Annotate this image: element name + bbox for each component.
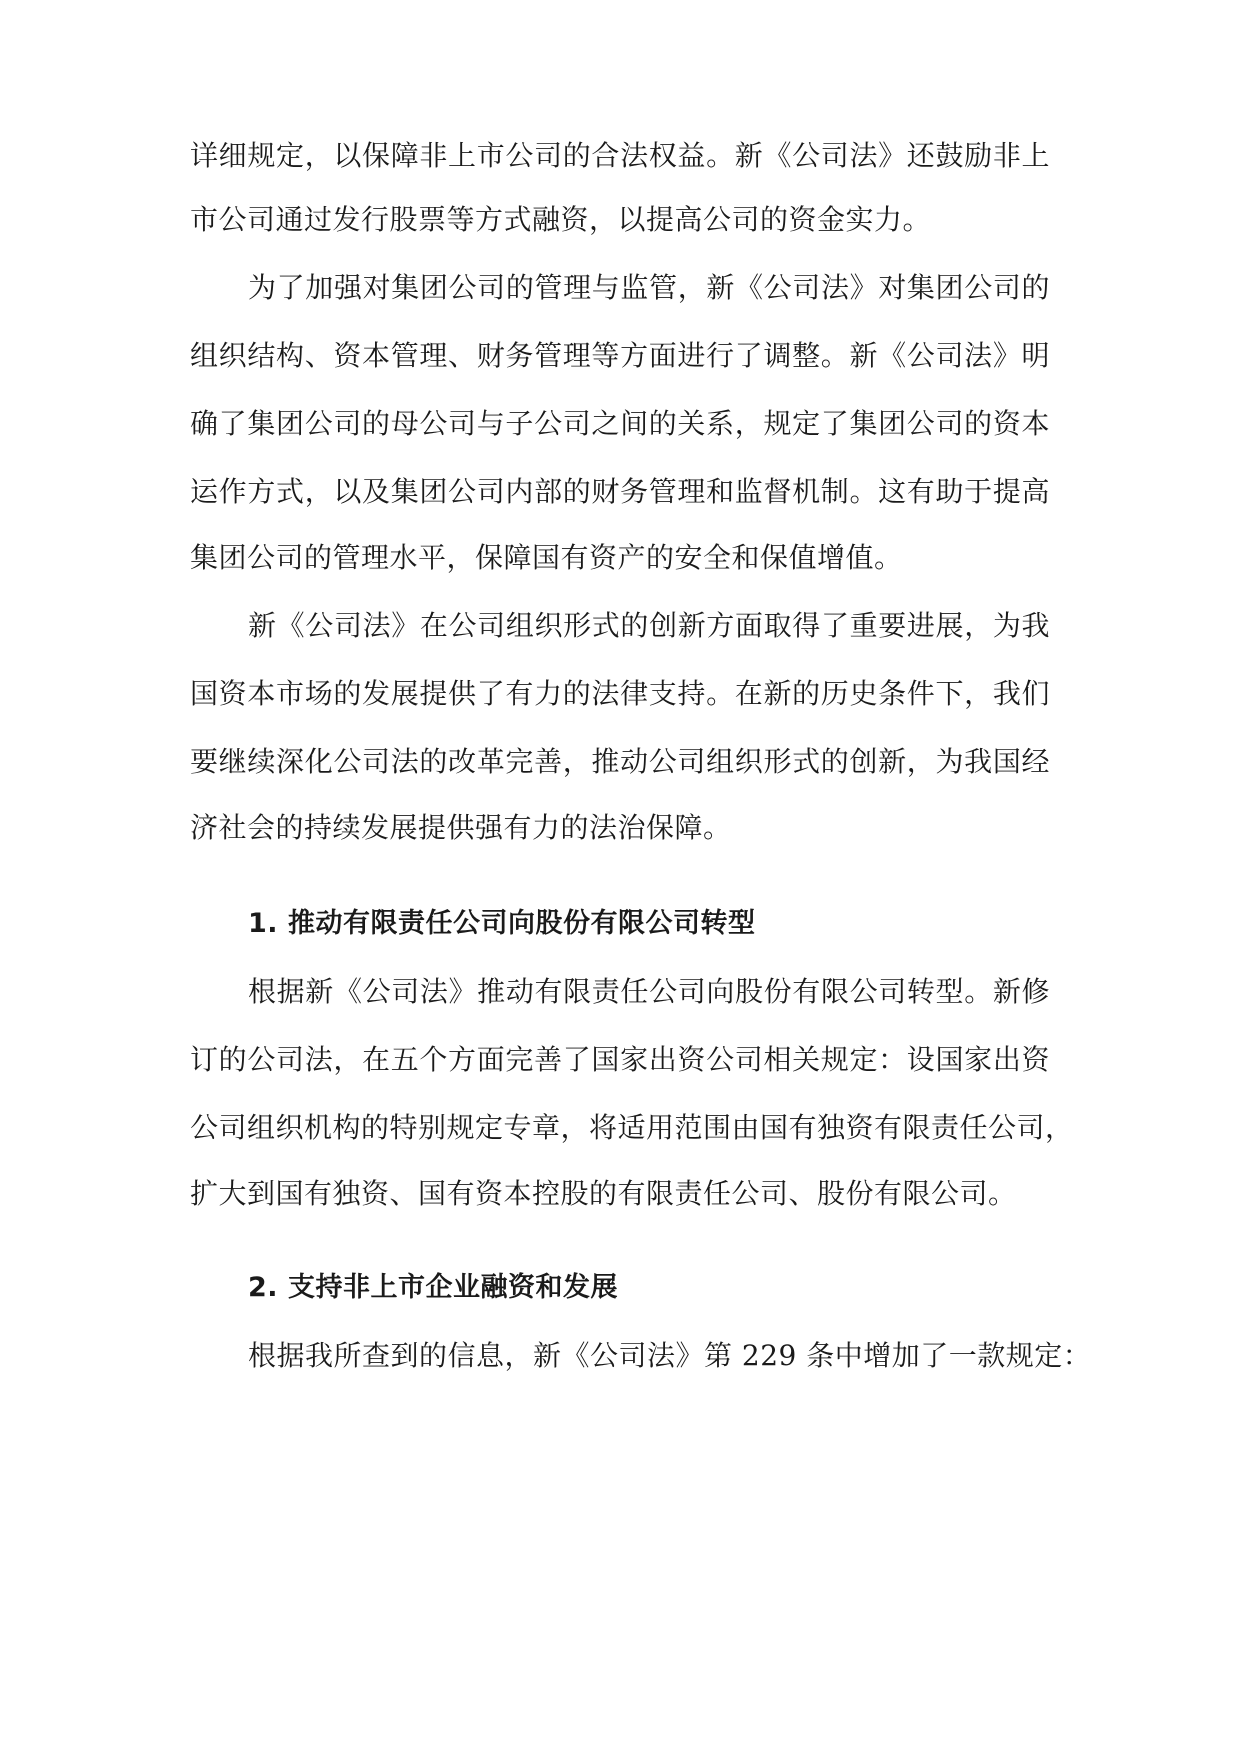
paragraph-line: 组织结构、资本管理、财务管理等方面进行了调整。新《公司法》明 [190, 339, 1050, 372]
paragraph-line: 济社会的持续发展提供强有力的法治保障。 [190, 811, 732, 844]
paragraph-line: 为了加强对集团公司的管理与监管，新《公司法》对集团公司的 [248, 271, 1050, 304]
paragraph-line: 公司组织机构的特别规定专章，将适用范围由国有独资有限责任公司， [190, 1111, 1074, 1144]
paragraph-line: 市公司通过发行股票等方式融资，以提高公司的资金实力。 [190, 203, 932, 236]
paragraph-line: 详细规定，以保障非上市公司的合法权益。新《公司法》还鼓励非上 [190, 139, 1050, 172]
paragraph-line: 订的公司法，在五个方面完善了国家出资公司相关规定：设国家出资 [190, 1043, 1050, 1076]
paragraph-line: 运作方式，以及集团公司内部的财务管理和监督机制。这有助于提高 [190, 475, 1050, 508]
paragraph-line: 国资本市场的发展提供了有力的法律支持。在新的历史条件下，我们 [190, 677, 1050, 710]
section-heading: 2. 支持非上市企业融资和发展 [248, 1272, 618, 1303]
paragraph-line: 扩大到国有独资、国有资本控股的有限责任公司、股份有限公司。 [190, 1177, 1017, 1210]
paragraph-line: 确了集团公司的母公司与子公司之间的关系，规定了集团公司的资本 [190, 407, 1050, 440]
paragraph-line: 根据新《公司法》推动有限责任公司向股份有限公司转型。新修 [248, 975, 1050, 1008]
section-heading: 1. 推动有限责任公司向股份有限公司转型 [248, 908, 756, 939]
paragraph-line: 根据我所查到的信息，新《公司法》第 229 条中增加了一款规定： [248, 1339, 1092, 1372]
paragraph-line: 要继续深化公司法的改革完善，推动公司组织形式的创新，为我国经 [190, 745, 1050, 778]
paragraph-line: 新《公司法》在公司组织形式的创新方面取得了重要进展，为我 [248, 609, 1050, 642]
paragraph-line: 集团公司的管理水平，保障国有资产的安全和保值增值。 [190, 541, 903, 574]
